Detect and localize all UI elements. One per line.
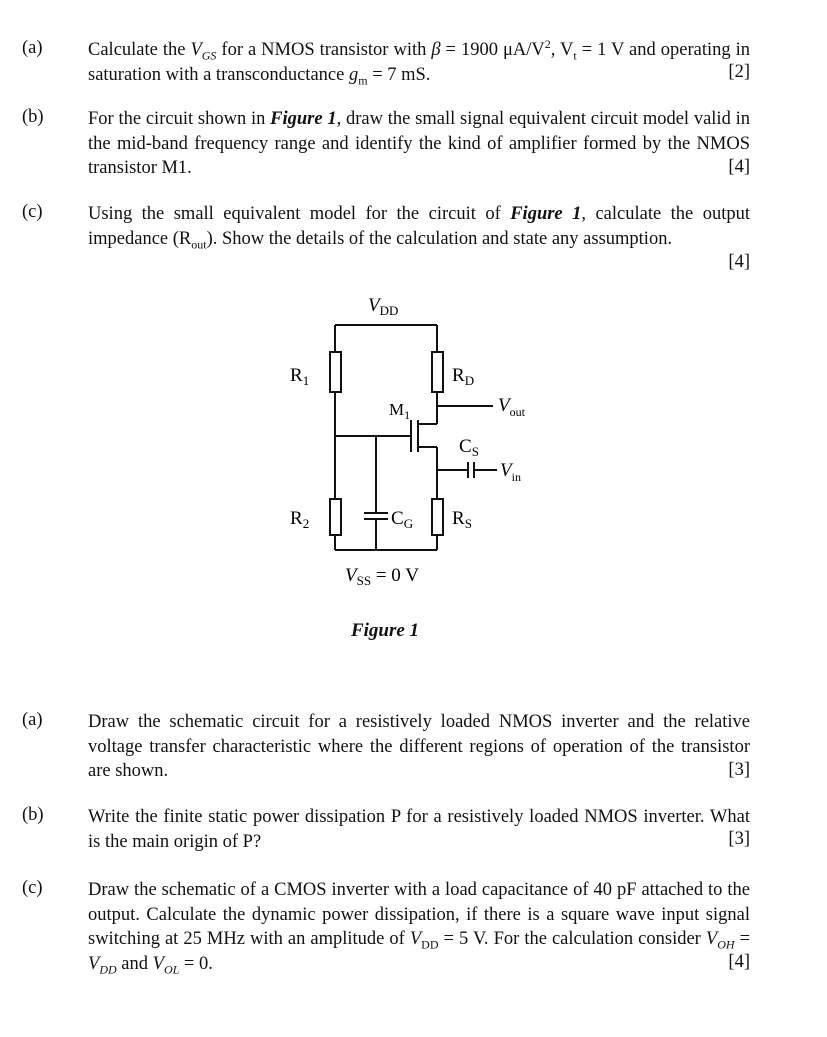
r1-resistor bbox=[330, 352, 341, 392]
question-text: Draw the schematic circuit for a resistively loaded NMOS inverter and the relative voltage transfer characteristic where the different regions of operation of the transistor are shown. bbox=[88, 712, 750, 781]
marks: [3] bbox=[728, 829, 750, 849]
question-text: Calculate the $V_{GS}$ for a NMOS transistor with β = 1900 $\mu A/V^2$, $V_t = 1$ V and operating in saturation with a transconductance $g_m = 7$ mS. bbox=[88, 36, 751, 88]
question-text: Using the small equivalent model for the circuit of Figure 1, calculate the output impedance $(R_{out})$. Show the details of the calculation and state any assumption. bbox=[88, 204, 751, 252]
r2-resistor bbox=[330, 499, 341, 535]
marks: [2] bbox=[728, 62, 750, 82]
question-label: (a) bbox=[22, 38, 43, 58]
question-text: Write the finite static power dissipation P for a resistively loaded NMOS inverter. What is the main origin of P? bbox=[88, 807, 750, 852]
r1-label: $R_1$ bbox=[290, 365, 310, 388]
rd-resistor bbox=[432, 352, 443, 392]
vout-label: $V_{out}$ bbox=[498, 395, 525, 419]
vss-label: $V_{SS} = 0$ V bbox=[345, 565, 419, 588]
question-label: (a) bbox=[22, 710, 43, 730]
question-label: (c) bbox=[22, 878, 43, 898]
rd-label: $R_D$ bbox=[452, 365, 475, 388]
vin-label: $V_{in}$ bbox=[500, 460, 521, 484]
m1-label: $M_1$ bbox=[389, 400, 411, 422]
r2-label: $R_2$ bbox=[290, 508, 310, 531]
question-label: (b) bbox=[22, 805, 44, 825]
question-text: For the circuit shown in Figure 1, draw the small signal equivalent circuit model valid in the mid-band frequency range and identify the kind of amplifier formed by the NMOS transistor M1. bbox=[88, 109, 750, 178]
vdd-label: $V_{DD}$ bbox=[368, 295, 399, 318]
figure-caption: Figure 1 bbox=[350, 620, 420, 641]
marks: [3] bbox=[728, 760, 750, 780]
cg-label: $C_G$ bbox=[391, 508, 414, 531]
marks: [4] bbox=[728, 252, 750, 272]
rs-label: $R_S$ bbox=[452, 508, 472, 531]
marks: [4] bbox=[728, 157, 750, 177]
question-text: Draw the schematic of a CMOS inverter with a load capacitance of 40 pF attached to the output. Calculate the dynamic power dissipation, if there is a square wave input signal switching at 25 MHz with an amplitude of $V_{DD} = 5$ V. For the calculation consider $V_{OH} = V_{DD}$ and $V_{OL} = 0$. bbox=[88, 880, 751, 977]
marks: [4] bbox=[728, 952, 750, 972]
question-label: (c) bbox=[22, 202, 43, 222]
cs-label: $C_S$ bbox=[459, 436, 479, 459]
rs-resistor bbox=[432, 499, 443, 535]
question-label: (b) bbox=[22, 107, 44, 127]
